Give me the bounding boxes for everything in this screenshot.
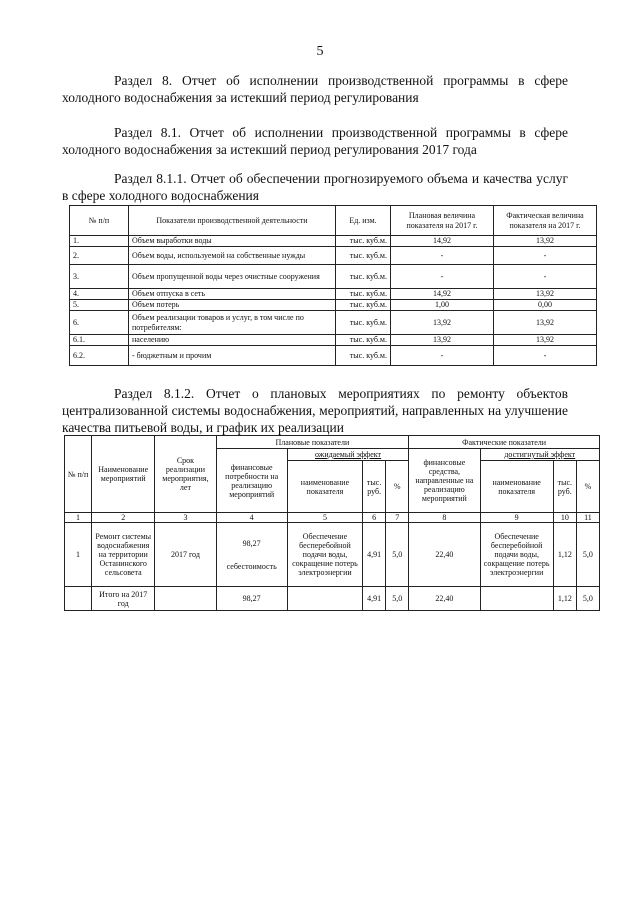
cell-total-fin-need: 98,27 [216,587,287,611]
table-row [65,523,600,587]
cell-plan: 1,00 [391,300,494,311]
production-indicators-table [69,205,597,366]
cell-total-expected-name [287,587,362,611]
section-8-1-2-heading: Раздел 8.1.2. Отчет о плановых мероприятиях по ремонту объектов централизованной системы водоснабжения, мероприятий, направленных на улучшение качества питьевой воды, и график их реализации [62,386,568,435]
cell-expected-name: Обеспечение бесперебойной подачи воды, сокращение потерь электроэнергии [287,523,362,587]
cell-unit: тыс. куб.м. [336,236,391,247]
col-number: 4 [216,513,287,523]
col-header-fin-need: финансовые потребности на реализацию мероприятий [216,449,287,513]
cell-num: 2. [70,247,129,265]
table-total-row [65,587,600,611]
section-8-1-heading: Раздел 8.1. Отчет об исполнении производственной программы в сфере холодного водоснабжения за истекший период регулирования 2017 года [62,125,568,157]
cell-fact: 13,92 [494,335,597,346]
cell-num: 5. [70,300,129,311]
cell-plan: - [391,247,494,265]
cell-plan: 14,92 [391,236,494,247]
col-number: 3 [155,513,216,523]
cell-unit: тыс. куб.м. [336,346,391,366]
cell-num: 1. [70,236,129,247]
col-number: 9 [480,513,553,523]
col-number: 5 [287,513,362,523]
cell-achieved-thous: 1,12 [553,523,576,587]
col-header-expected-thous: тыс. руб. [363,461,386,513]
table-row [70,300,597,311]
header-achieved-effect: достигнутый эффект [480,449,599,461]
cell-total-empty [65,587,92,611]
table-header-row [65,436,600,449]
cell-name: Ремонт системы водоснабжения на территории Останинского сельсовета [92,523,155,587]
page-number: 5 [316,44,324,59]
cell-indicator: Объем воды, используемой на собственные нужды [129,247,336,265]
cell-total-achieved-thous: 1,12 [553,587,576,611]
column-number-row [65,513,600,523]
cell-indicator: Объем потерь [129,300,336,311]
col-header-achieved-thous: тыс. руб. [553,461,576,513]
table-row [70,311,597,335]
col-header-achieved-pct: % [576,461,599,513]
cell-num: 3. [70,265,129,289]
cell-unit: тыс. куб.м. [336,247,391,265]
cell-fin-need [216,523,287,587]
table-row [70,335,597,346]
fin-need-value: 98,27 [242,538,261,548]
cell-num: 6. [70,311,129,335]
cell-fact: - [494,346,597,366]
cell-fact: 0,00 [494,300,597,311]
col-header-term: Срок реализации мероприятия, лет [155,436,216,513]
section-8-1-1-heading: Раздел 8.1.1. Отчет об обеспечении прогнозируемого объема и качества услуг в сфере холодного водоснабжения [62,171,568,203]
col-header-indicator: Показатели производственной деятельности [129,206,336,236]
col-number: 8 [409,513,480,523]
cell-num: 6.2. [70,346,129,366]
cell-fact: - [494,265,597,289]
section-8-heading: Раздел 8. Отчет об исполнении производственной программы в сфере холодного водоснабжения за истекший период регулирования [62,73,568,105]
cell-indicator: - бюджетным и прочим [129,346,336,366]
cell-unit: тыс. куб.м. [336,335,391,346]
col-header-expected-pct: % [386,461,409,513]
col-header-fact: Фактическая величина показателя на 2017 г. [494,206,597,236]
cell-total-term [155,587,216,611]
cell-indicator: Объем пропущенной воды через очистные сооружения [129,265,336,289]
col-number: 7 [386,513,409,523]
table-row [70,265,597,289]
table-row [70,236,597,247]
cell-achieved-name: Обеспечение бесперебойной подачи воды, сокращение потерь электроэнергии [480,523,553,587]
table-header-row [70,206,597,236]
cell-num: 6.1. [70,335,129,346]
fin-need-note: себестоимость [226,561,277,571]
cell-total-achieved-pct: 5,0 [576,587,599,611]
cell-indicator: Объем реализации товаров и услуг, в том числе по потребителям: [129,311,336,335]
col-header-unit: Ед. изм. [336,206,391,236]
cell-plan: 13,92 [391,335,494,346]
repair-measures-table [64,435,600,611]
cell-fact: 13,92 [494,289,597,300]
col-header-name: Наименование мероприятий [92,436,155,513]
header-actual-indicators: Фактические показатели [409,436,600,449]
cell-unit: тыс. куб.м. [336,311,391,335]
cell-unit: тыс. куб.м. [336,265,391,289]
cell-fact: 13,92 [494,311,597,335]
cell-indicator: Объем отпуска в сеть [129,289,336,300]
cell-expected-pct: 5,0 [386,523,409,587]
table-row [70,247,597,265]
cell-fin-funds: 22,40 [409,523,480,587]
cell-plan: - [391,265,494,289]
cell-total-achieved-name [480,587,553,611]
table-row [70,346,597,366]
cell-unit: тыс. куб.м. [336,289,391,300]
col-header-num: № п/п [70,206,129,236]
col-header-num: № п/п [65,436,92,513]
cell-plan: 13,92 [391,311,494,335]
cell-indicator: населению [129,335,336,346]
col-header-plan: Плановая величина показателя на 2017 г. [391,206,494,236]
table-row [70,289,597,300]
cell-total-label: Итого на 2017 год [92,587,155,611]
cell-term: 2017 год [155,523,216,587]
cell-achieved-pct: 5,0 [576,523,599,587]
cell-expected-thous: 4,91 [363,523,386,587]
cell-plan: 14,92 [391,289,494,300]
col-number: 6 [363,513,386,523]
col-number: 2 [92,513,155,523]
col-number: 10 [553,513,576,523]
col-header-expected-name: наименование показателя [287,461,362,513]
cell-num: 4. [70,289,129,300]
cell-fact: 13,92 [494,236,597,247]
header-expected-effect: ожидаемый эффект [287,449,408,461]
col-number: 1 [65,513,92,523]
col-number: 11 [576,513,599,523]
cell-num: 1 [65,523,92,587]
cell-total-expected-pct: 5,0 [386,587,409,611]
cell-total-fin-funds: 22,40 [409,587,480,611]
cell-plan: - [391,346,494,366]
cell-unit: тыс. куб.м. [336,300,391,311]
col-header-achieved-name: наименование показателя [480,461,553,513]
cell-total-expected-thous: 4,91 [363,587,386,611]
cell-indicator: Объем выработки воды [129,236,336,247]
header-planned-indicators: Плановые показатели [216,436,409,449]
col-header-fin-funds: финансовые средства, направленные на реализацию мероприятий [409,449,480,513]
cell-fact: - [494,247,597,265]
